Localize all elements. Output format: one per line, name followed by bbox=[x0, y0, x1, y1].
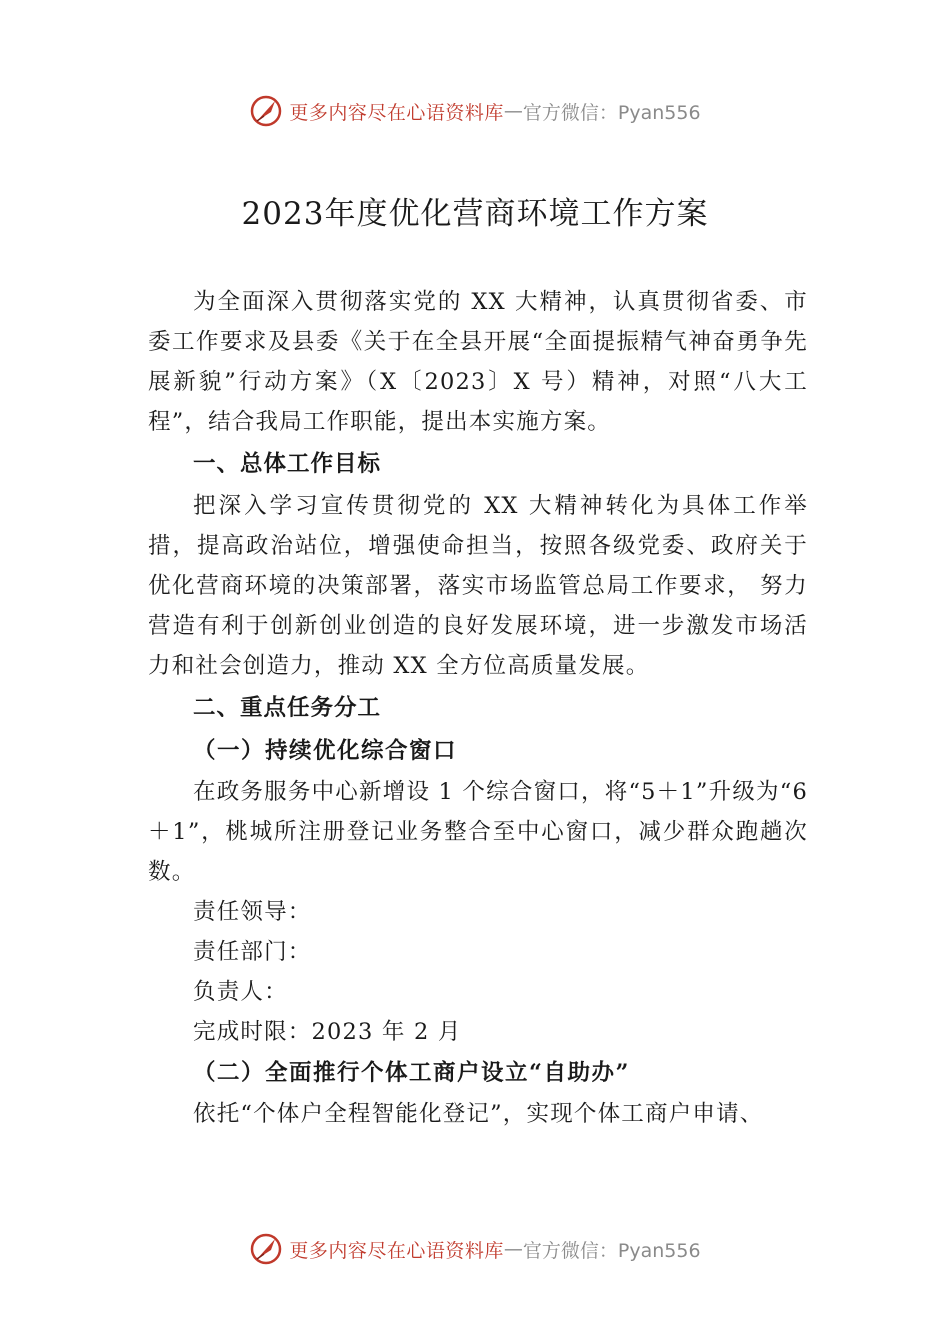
task1-owner: 负责人： bbox=[193, 979, 288, 1005]
intro-paragraph: 为全面深入贯彻落实党的 XX 大精神，认真贯彻省委、市委工作要求及县委《关于在全县开展“全面提振精气神奋勇争先展新貌”行动方案》（X〔2023〕X 号）精神，对照“八大工程”，结合我局工作职能，提出本实施方案。 bbox=[148, 289, 808, 435]
task1-deadline: 完成时限：2023 年 2 月 bbox=[193, 1019, 462, 1045]
document-title: 2023年度优化营商环境工作方案 bbox=[241, 196, 709, 232]
section2-heading: 二、重点任务分工 bbox=[193, 695, 382, 721]
banner-brand-text: 更多内容尽在心语资料库 bbox=[289, 1239, 504, 1262]
section1-heading: 一、总体工作目标 bbox=[193, 451, 382, 477]
task1-dept: 责任部门： bbox=[193, 939, 312, 965]
document-body bbox=[148, 282, 808, 1134]
section1-body: 把深入学习宣传贯彻党的 XX 大精神转化为具体工作举措，提高政治站位，增强使命担当，按照各级党委、政府关于优化营商环境的决策部署，落实市场监管总局工作要求， 努力营造有利于创新创业创造的良好发展环境，进一步激发市场活力和社会创造力，推动 XX 全方位高质量发展。 bbox=[148, 493, 808, 679]
banner-dash: — bbox=[503, 100, 523, 122]
quill-logo-icon bbox=[249, 94, 283, 128]
footer-banner bbox=[0, 1232, 950, 1266]
banner-brand-text: 更多内容尽在心语资料库 bbox=[289, 101, 504, 124]
task2-body: 依托“个体户全程智能化登记”，实现个体工商户申请、 bbox=[193, 1101, 764, 1127]
header-banner bbox=[0, 94, 950, 128]
task1-leader: 责任领导： bbox=[193, 899, 312, 925]
quill-logo-icon bbox=[249, 1232, 283, 1266]
task1-body: 在政务服务中心新增设 1 个综合窗口，将“5＋1”升级为“6＋1”，桃城所注册登记业务整合至中心窗口，减少群众跑趟次数。 bbox=[148, 779, 808, 885]
banner-wechat-text: 官方微信：Pyan556 bbox=[522, 1239, 701, 1262]
task1-heading: （一）持续优化综合窗口 bbox=[193, 738, 458, 764]
task2-heading: （二）全面推行个体工商户设立“自助办” bbox=[193, 1060, 630, 1086]
banner-dash: — bbox=[503, 1238, 523, 1260]
banner-wechat-text: 官方微信：Pyan556 bbox=[522, 101, 701, 124]
